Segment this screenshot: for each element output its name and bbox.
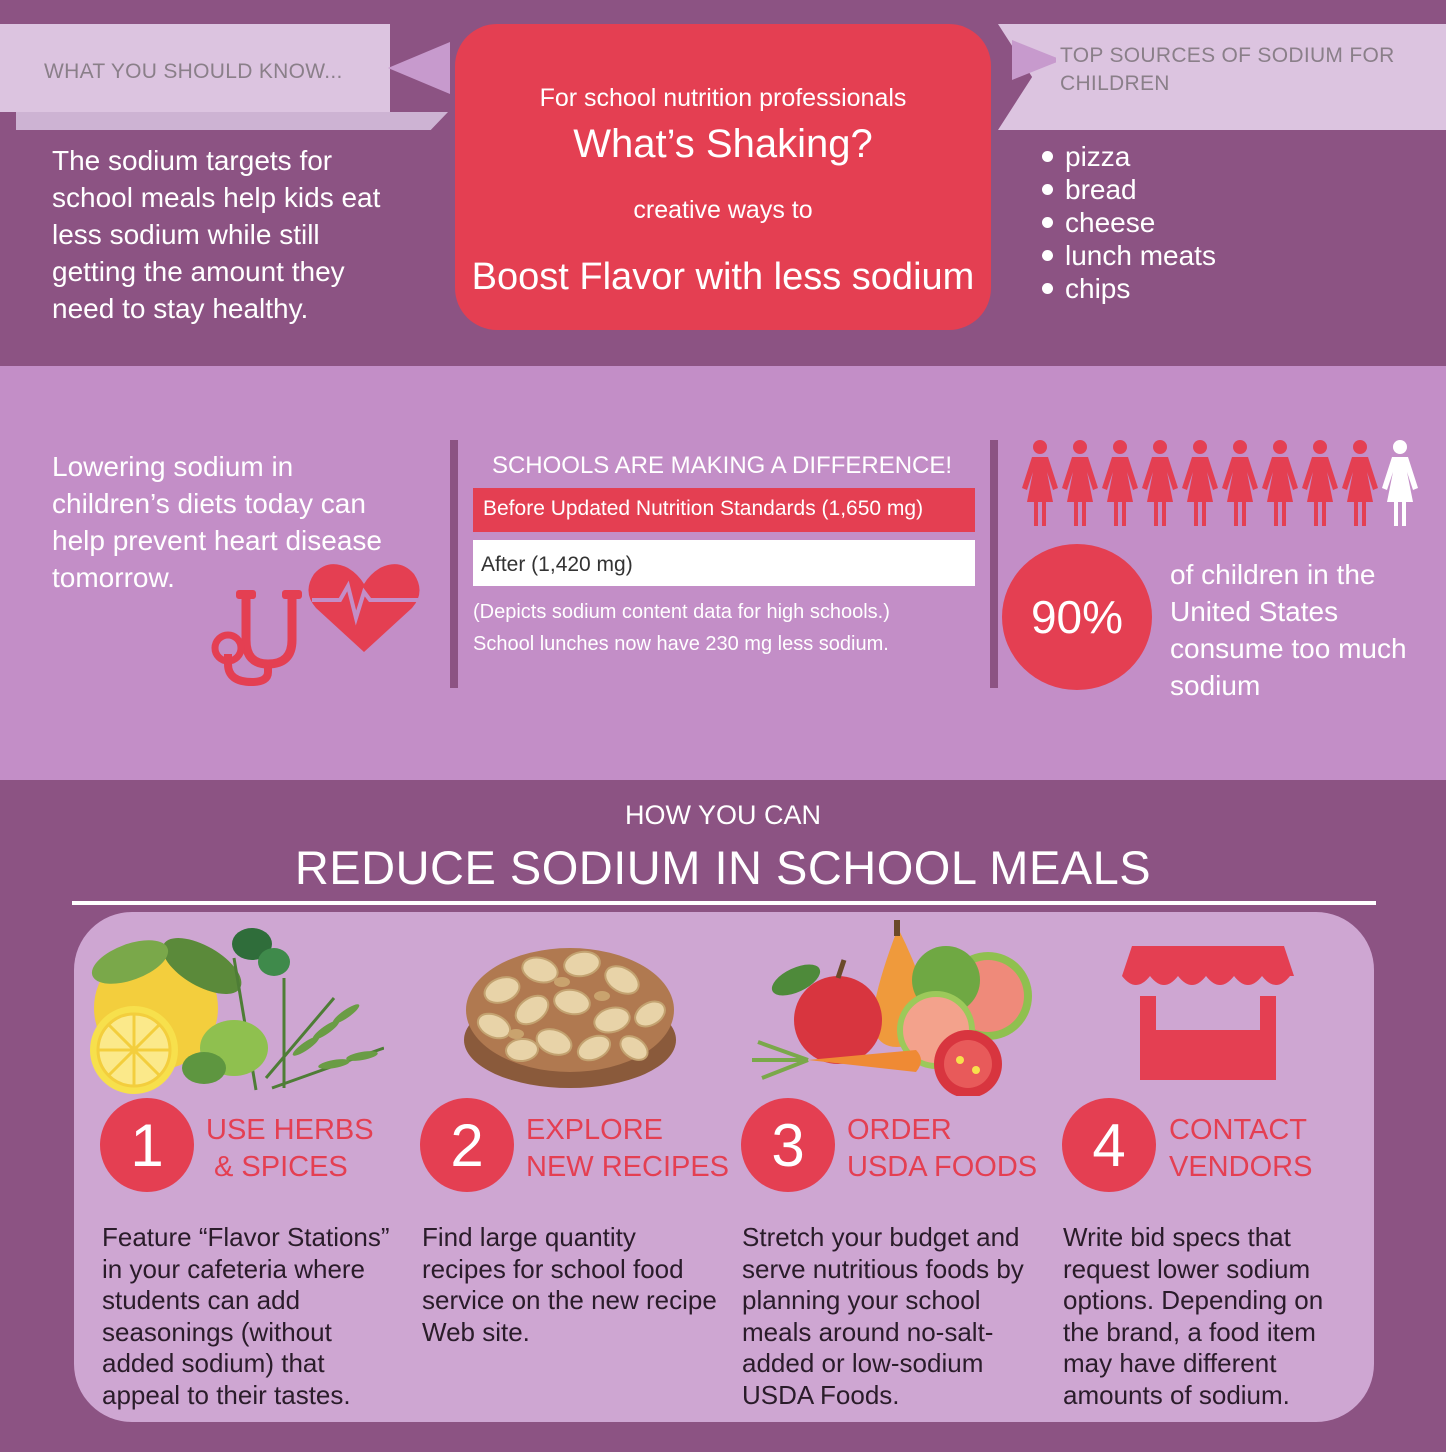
title-tagline: Boost Flavor with less sodium <box>471 256 975 298</box>
person-icon <box>1062 440 1098 526</box>
heart-disease-text: Lowering sodium in children’s diets today can help prevent heart disease tomorrow. <box>52 451 382 593</box>
step-title-line: ORDER <box>847 1114 952 1146</box>
person-icon <box>1222 440 1258 526</box>
herbs-lemon-icon <box>84 918 384 1096</box>
person-icon <box>1182 440 1218 526</box>
divider <box>450 440 458 688</box>
step-4-title <box>1169 1112 1312 1186</box>
person-icon <box>1262 440 1298 526</box>
title-audience: For school nutrition professionals <box>539 84 907 112</box>
beans-bowl-icon <box>462 930 678 1090</box>
title-box <box>455 24 991 330</box>
step-title-line: CONTACT <box>1169 1114 1308 1146</box>
ribbon-left-label: WHAT YOU SHOULD KNOW... <box>44 60 343 83</box>
fruits-vegetables-icon <box>738 920 1038 1096</box>
sodium-sources-list <box>1040 140 1216 305</box>
schools-title: SCHOOLS ARE MAKING A DIFFERENCE! <box>491 452 953 479</box>
list-item: chips <box>1040 272 1216 305</box>
list-item: bread <box>1040 173 1216 206</box>
step-title-line: VENDORS <box>1169 1151 1313 1183</box>
step-1-text: Feature “Flavor Stations” in your cafeteria where students can add seasonings (without added sodium) that appeal to their tastes. <box>102 1222 390 1410</box>
step-1-title <box>206 1112 374 1186</box>
intro-text: The sodium targets for school meals help kids eat less sodium while still getting the amount they need to stay healthy. <box>52 145 381 324</box>
person-icon <box>1102 440 1138 526</box>
step-title-line: USDA FOODS <box>847 1151 1038 1183</box>
step-3-text: Stretch your budget and serve nutritious foods by planning your school meals around no-salt-added or low-sodium USDA Foods. <box>742 1222 1024 1410</box>
percent-text: of children in the United States consume too much sodium <box>1170 559 1407 701</box>
list-item: pizza <box>1040 140 1216 173</box>
person-icon <box>1302 440 1338 526</box>
person-icon <box>1382 440 1418 526</box>
person-icon <box>1342 440 1378 526</box>
title-subtitle: creative ways to <box>633 196 813 224</box>
section-title: REDUCE SODIUM IN SCHOOL MEALS <box>294 841 1152 894</box>
people-pictogram <box>1020 440 1440 526</box>
step-2-text: Find large quantity recipes for school food service on the new recipe Web site. <box>422 1222 717 1347</box>
step-2-number: 2 <box>420 1098 514 1192</box>
step-title-line: & SPICES <box>214 1151 348 1183</box>
stethoscope-heart-icon <box>206 556 426 690</box>
step-title-line: NEW RECIPES <box>526 1151 730 1183</box>
sodium-note <box>473 596 993 660</box>
step-1-number: 1 <box>100 1098 194 1192</box>
ribbon-top-sources <box>1056 24 1446 130</box>
title-rule <box>72 901 1376 905</box>
ribbon-left-fold <box>16 112 448 130</box>
bar-after-label: After (1,420 mg) <box>481 553 633 576</box>
vendor-stall-icon <box>1118 946 1298 1086</box>
note-line-2: School lunches now have 230 mg less sodium. <box>473 633 889 655</box>
step-title-line: USE HERBS <box>206 1114 374 1146</box>
title-main: What’s Shaking? <box>573 122 873 166</box>
step-3-title <box>847 1112 1037 1186</box>
person-icon <box>1022 440 1058 526</box>
section-kicker: HOW YOU CAN <box>624 800 821 830</box>
bar-before-label: Before Updated Nutrition Standards (1,650 mg) <box>483 497 924 520</box>
list-item: cheese <box>1040 206 1216 239</box>
list-item: lunch meats <box>1040 239 1216 272</box>
bar-before-standards <box>473 488 975 532</box>
step-3-number: 3 <box>741 1098 835 1192</box>
percent-badge: 90% <box>1002 544 1152 690</box>
step-4-text: Write bid specs that request lower sodium options. Depending on the brand, a food item may have different amounts of sodium. <box>1063 1222 1324 1410</box>
note-line-1: (Depicts sodium content data for high schools.) <box>473 601 890 623</box>
person-icon <box>1142 440 1178 526</box>
step-2-title <box>526 1112 729 1186</box>
step-4-number: 4 <box>1062 1098 1156 1192</box>
heart-icon <box>308 564 419 652</box>
bar-after-standards <box>473 540 975 586</box>
stethoscope-icon <box>215 590 302 682</box>
ribbon-right-label: TOP SOURCES OF SODIUM FOR CHILDREN <box>1060 44 1395 95</box>
ribbon-what-you-should-know <box>0 24 390 112</box>
step-title-line: EXPLORE <box>526 1114 663 1146</box>
